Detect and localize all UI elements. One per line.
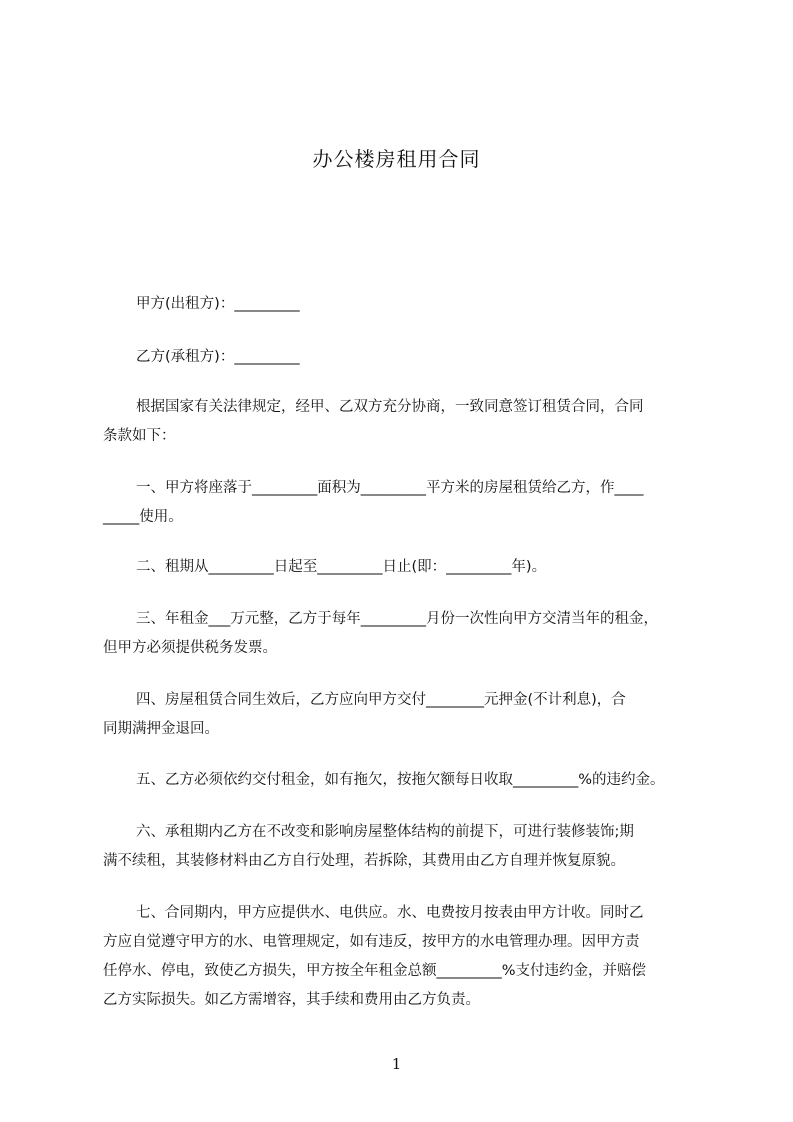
- clause-4: [103, 686, 703, 744]
- intro-paragraph: [103, 393, 703, 451]
- page-number: 1: [391, 1055, 402, 1073]
- clause-7-line-1: 七、合同期内，甲方应提供水、电供应。水、电费按月按表由甲方计收。同时乙: [136, 905, 644, 921]
- clause-2-line-1: 二、租期从_________日起至_________日止(即：_________年)。: [136, 559, 547, 575]
- party-a-line: 甲方(出租方)：_________: [136, 296, 300, 312]
- clause-2: [103, 553, 703, 582]
- clause-3: [103, 605, 703, 663]
- clause-7-line-4: 乙方实际损失。如乙方需增容，其手续和费用由乙方负责。: [103, 992, 480, 1008]
- clause-5-line-1: 五、乙方必须依约交付租金，如有拖欠，按拖欠额每日收取_________%的违约金。: [136, 772, 665, 788]
- clause-6: [103, 818, 703, 876]
- clause-7-line-3: 任停水、停电，致使乙方损失，甲方按全年租金总额_________%支付违约金，并赔偿: [103, 963, 647, 979]
- clause-1-line-2: _____使用。: [103, 509, 183, 525]
- clause-5: [103, 766, 703, 795]
- clause-3-line-1: 三、年租金___万元整，乙方于每年_________月份一次性向甲方交清当年的租金，: [136, 611, 658, 627]
- clause-6-line-2: 满不续租，其装修材料由乙方自行处理，若拆除，其费用由乙方自理并恢复原貌。: [103, 853, 625, 869]
- clause-4-line-1: 四、房屋租赁合同生效后，乙方应向甲方交付________元押金(不计利息)，合: [136, 692, 626, 708]
- clause-7-line-2: 方应自觉遵守甲方的水、电管理规定，如有违反，按甲方的水电管理办理。因甲方责: [103, 934, 640, 950]
- document-title: 办公楼房租用合同: [312, 147, 481, 171]
- clause-7: [103, 899, 703, 1015]
- intro-line-2: 条款如下：: [103, 428, 176, 444]
- clause-1-line-1: 一、甲方将座落于_________面积为_________平方米的房屋租赁给乙方，作____: [136, 480, 644, 496]
- clause-3-line-2: 但甲方必须提供税务发票。: [103, 640, 277, 656]
- intro-line-1: 根据国家有关法律规定，经甲、乙双方充分协商，一致同意签订租赁合同，合同: [136, 399, 644, 415]
- clause-4-line-2: 同期满押金退回。: [103, 721, 219, 737]
- clause-1: [103, 474, 703, 532]
- clause-6-line-1: 六、承租期内乙方在不改变和影响房屋整体结构的前提下，可进行装修装饰;期: [136, 824, 634, 840]
- party-b-line: 乙方(承租方)：_________: [136, 349, 300, 365]
